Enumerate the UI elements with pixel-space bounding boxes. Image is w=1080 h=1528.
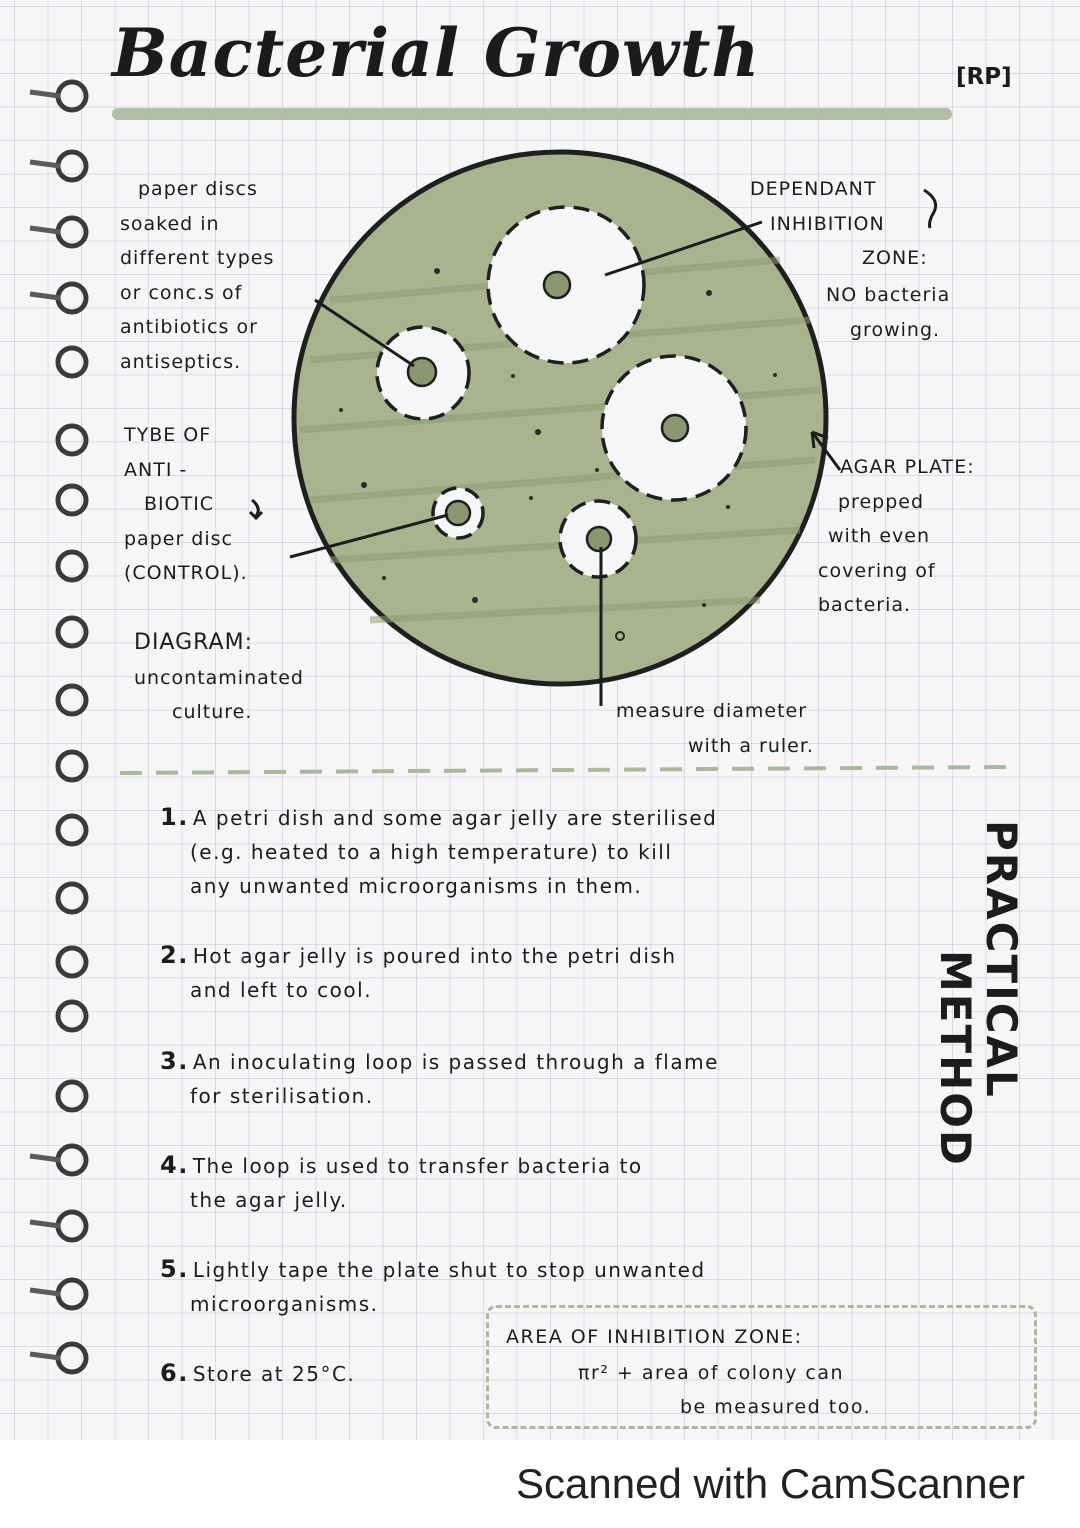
paper-disc-2 — [408, 358, 436, 386]
notebook-page: Bacterial Growth [RP] paper discs soaked in different types or conc.s of antibiotics or antiseptics. TYBE OF ANTI - BIOTIC paper disc (CONTROL). DIAGRAM: uncontaminated culture. DEPENDANT INHIBITION ZONE: NO bacteria growing. AGAR PLATE: prepped with even covering of bacteria. measure diameter with a ruler. PRACTICAL METHOD 1. A petri dish and some agar jelly are sterilised (e.g. heated to a high temperature) to kill any unwanted microorganisms in them. 2. Hot agar jelly is poured into the petri dish and left to cool. 3. An inoculating loop is passed through a flame for sterilisation. 4. The loop is used to transfer bacteria to the agar jelly. 5. Lightly tape the plate shut to stop unwanted microorganisms. 6. Store at 25°C. AREA OF INHIBITION ZONE: πr² + area of colony can be measured too. — [0, 0, 1080, 1440]
method-step-1: 1. A petri dish and some agar jelly are sterilised (e.g. heated to a high temperature) to kill any unwanted microorganisms in them. — [160, 803, 718, 898]
method-step-4: 4. The loop is used to transfer bacteria to the agar jelly. — [160, 1151, 643, 1212]
label-control-disc: TYBE OF ANTI - BIOTIC paper disc (CONTROL). — [124, 424, 248, 584]
paper-disc-4 — [587, 527, 611, 551]
step-number: 3. — [160, 1047, 189, 1075]
paper-disc-3 — [662, 415, 688, 441]
paper-disc-1 — [544, 272, 570, 298]
page-title: Bacterial Growth — [112, 14, 761, 92]
label-paper-discs: paper discs soaked in different types or conc.s of antibiotics or antiseptics. — [120, 178, 275, 373]
paper-disc-control — [446, 501, 470, 525]
label-agar-plate: AGAR PLATE: prepped with even covering of bacteria. — [818, 456, 975, 616]
step-number: 6. — [160, 1359, 189, 1387]
area-box-heading: AREA OF INHIBITION ZONE: — [506, 1326, 803, 1348]
label-inhibition-zone: DEPENDANT INHIBITION ZONE: — [750, 178, 928, 269]
scanner-watermark: Scanned with CamScanner — [516, 1460, 1025, 1507]
step-number: 1. — [160, 803, 189, 831]
label-diagram-note: DIAGRAM: uncontaminated culture. — [134, 630, 304, 723]
step-number: 5. — [160, 1255, 189, 1283]
step-number: 2. — [160, 941, 189, 969]
method-step-6: 6. Store at 25°C. — [160, 1359, 356, 1387]
method-step-2: 2. Hot agar jelly is poured into the petri dish and left to cool. — [160, 941, 677, 1002]
required-practical-tag: [RP] — [952, 64, 1016, 90]
step-number: 4. — [160, 1151, 189, 1179]
label-measure-diameter: measure diameter with a ruler. — [616, 700, 814, 757]
area-box-line-2: be measured too. — [680, 1396, 872, 1418]
method-step-3: 3. An inoculating loop is passed through a flame for sterilisation. — [160, 1047, 719, 1108]
area-box-line-1: πr² + area of colony can — [578, 1362, 845, 1384]
label-no-bacteria: NO bacteria growing. — [826, 284, 951, 341]
method-step-5: 5. Lightly tape the plate shut to stop unwanted microorganisms. — [160, 1255, 706, 1316]
